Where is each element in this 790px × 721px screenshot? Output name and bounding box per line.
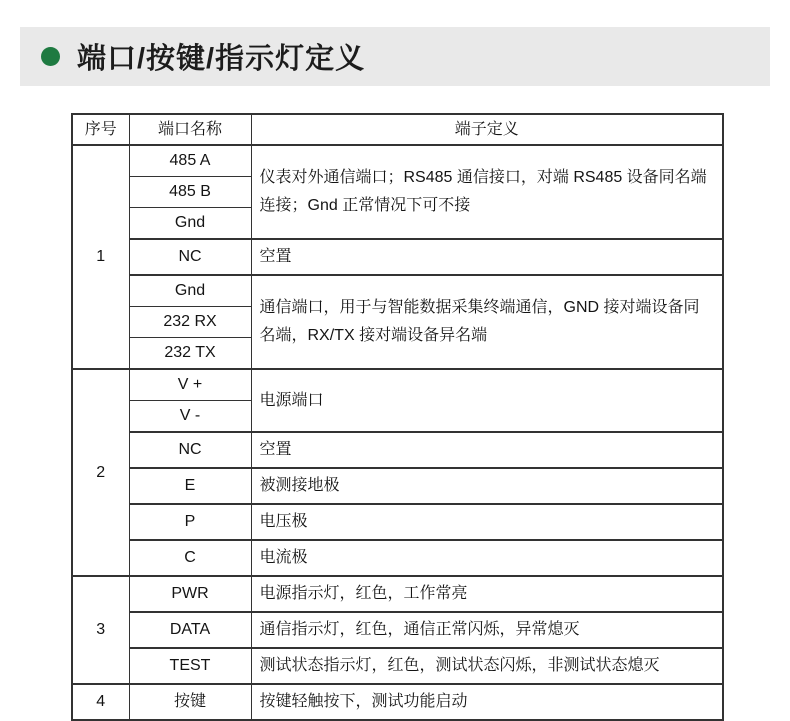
port-cell: 232 RX (129, 307, 251, 338)
port-cell: PWR (129, 576, 251, 612)
definition-cell: 通信指示灯，红色，通信正常闪烁，异常熄灭 (251, 612, 723, 648)
port-cell: P (129, 504, 251, 540)
port-cell: C (129, 540, 251, 576)
port-cell: DATA (129, 612, 251, 648)
table-row (72, 612, 723, 648)
definition-cell: 电压极 (251, 504, 723, 540)
port-cell: Gnd (129, 208, 251, 240)
table-row (72, 145, 723, 177)
port-cell: Gnd (129, 275, 251, 307)
table-row (72, 432, 723, 468)
column-header-serial: 序号 (72, 114, 129, 145)
port-cell: E (129, 468, 251, 504)
port-cell: 485 B (129, 177, 251, 208)
table-row (72, 239, 723, 275)
port-cell: 按键 (129, 684, 251, 720)
serial-cell: 2 (72, 369, 129, 576)
definition-cell: 空置 (251, 432, 723, 468)
page-title: 端口/按键/指示灯定义 (77, 43, 366, 75)
serial-cell: 3 (72, 576, 129, 684)
table-header-row (72, 114, 723, 145)
definition-cell: 空置 (251, 239, 723, 275)
port-definition-table (71, 113, 724, 721)
table-row (72, 468, 723, 504)
definition-cell: 测试状态指示灯，红色，测试状态闪烁，非测试状态熄灭 (251, 648, 723, 684)
bullet-icon (41, 47, 60, 66)
port-cell: V - (129, 401, 251, 433)
port-cell: TEST (129, 648, 251, 684)
definition-cell: 按键轻触按下，测试功能启动 (251, 684, 723, 720)
port-cell: NC (129, 432, 251, 468)
table-row (72, 504, 723, 540)
definition-cell: 电源端口 (251, 369, 723, 432)
definition-cell: 电源指示灯，红色，工作常亮 (251, 576, 723, 612)
table-row (72, 540, 723, 576)
port-cell: NC (129, 239, 251, 275)
definition-cell: 仪表对外通信端口；RS485 通信接口，对端 RS485 设备同名端连接；Gnd 正常情况下可不接 (251, 145, 723, 239)
table-row (72, 576, 723, 612)
column-header-definition: 端子定义 (251, 114, 723, 145)
port-cell: 485 A (129, 145, 251, 177)
section-header-banner (20, 27, 770, 86)
definition-cell: 电流极 (251, 540, 723, 576)
serial-cell: 1 (72, 145, 129, 369)
port-cell: V + (129, 369, 251, 401)
definition-cell: 通信端口，用于与智能数据采集终端通信，GND 接对端设备同名端，RX/TX 接对端设备异名端 (251, 275, 723, 369)
definition-cell: 被测接地极 (251, 468, 723, 504)
table-row (72, 369, 723, 401)
port-cell: 232 TX (129, 338, 251, 370)
column-header-port: 端口名称 (129, 114, 251, 145)
table-row (72, 275, 723, 307)
serial-cell: 4 (72, 684, 129, 720)
table-row (72, 648, 723, 684)
table-row (72, 684, 723, 720)
